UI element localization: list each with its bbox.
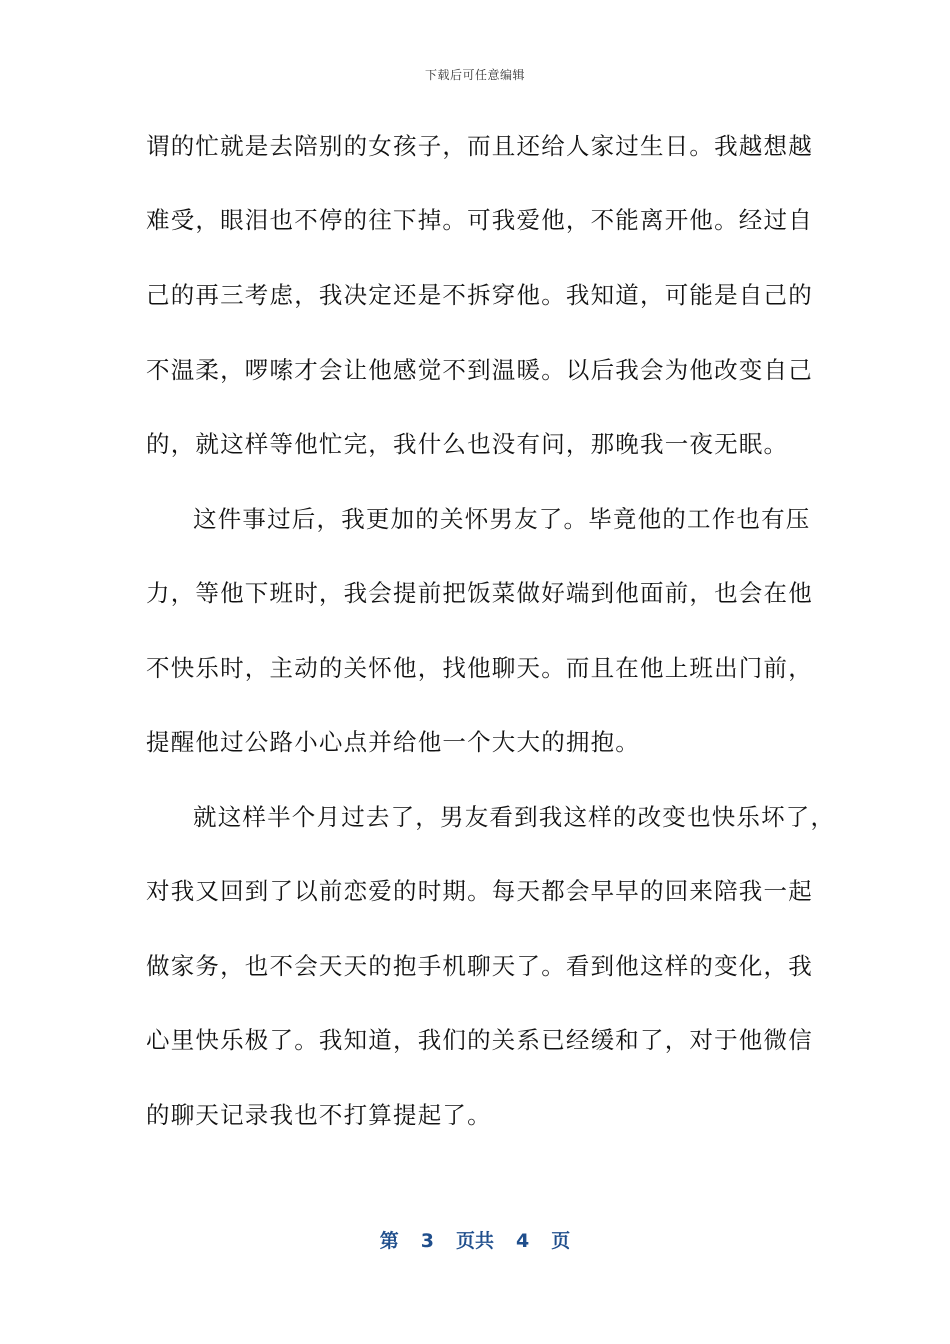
paragraph-start-line: 这件事过后，我更加的关怀男友了。毕竟他的工作也有压 [193, 505, 811, 533]
text-line: 谓的忙就是去陪别的女孩子，而且还给人家过生日。我越想越 [146, 132, 813, 160]
text-line: 不温柔，啰嗦才会让他感觉不到温暖。以后我会为他改变自己 [146, 356, 813, 384]
footer-prefix: 第 [379, 1230, 399, 1252]
text-line: 的聊天记录我也不打算提起了。 [146, 1101, 492, 1129]
footer-current-page: 3 [420, 1230, 434, 1252]
footer-suffix: 页 [551, 1230, 571, 1252]
page-header: 下载后可任意编辑 [424, 68, 525, 82]
text-line: 做家务，也不会天天的抱手机聊天了。看到他这样的变化，我 [146, 952, 813, 980]
text-line: 提醒他过公路小心点并给他一个大大的拥抱。 [146, 728, 640, 756]
text-line: 对我又回到了以前恋爱的时期。每天都会早早的回来陪我一起 [146, 877, 813, 905]
paragraph-start-line: 就这样半个月过去了，男友看到我这样的改变也快乐坏了， [193, 803, 836, 831]
page-footer [0, 1226, 950, 1253]
text-line: 的，就这样等他忙完，我什么也没有问，那晚我一夜无眠。 [146, 430, 789, 458]
text-line: 己的再三考虑，我决定还是不拆穿他。我知道，可能是自己的 [146, 281, 813, 309]
text-line: 难受，眼泪也不停的往下掉。可我爱他，不能离开他。经过自 [146, 206, 813, 234]
footer-total-pages: 4 [516, 1230, 530, 1252]
footer-mid: 页共 [455, 1230, 494, 1252]
text-line: 不快乐时，主动的关怀他，找他聊天。而且在他上班出门前， [146, 654, 813, 682]
text-line: 力，等他下班时，我会提前把饭菜做好端到他面前，也会在他 [146, 579, 813, 607]
text-line: 心里快乐极了。我知道，我们的关系已经缓和了，对于他微信 [146, 1026, 813, 1054]
